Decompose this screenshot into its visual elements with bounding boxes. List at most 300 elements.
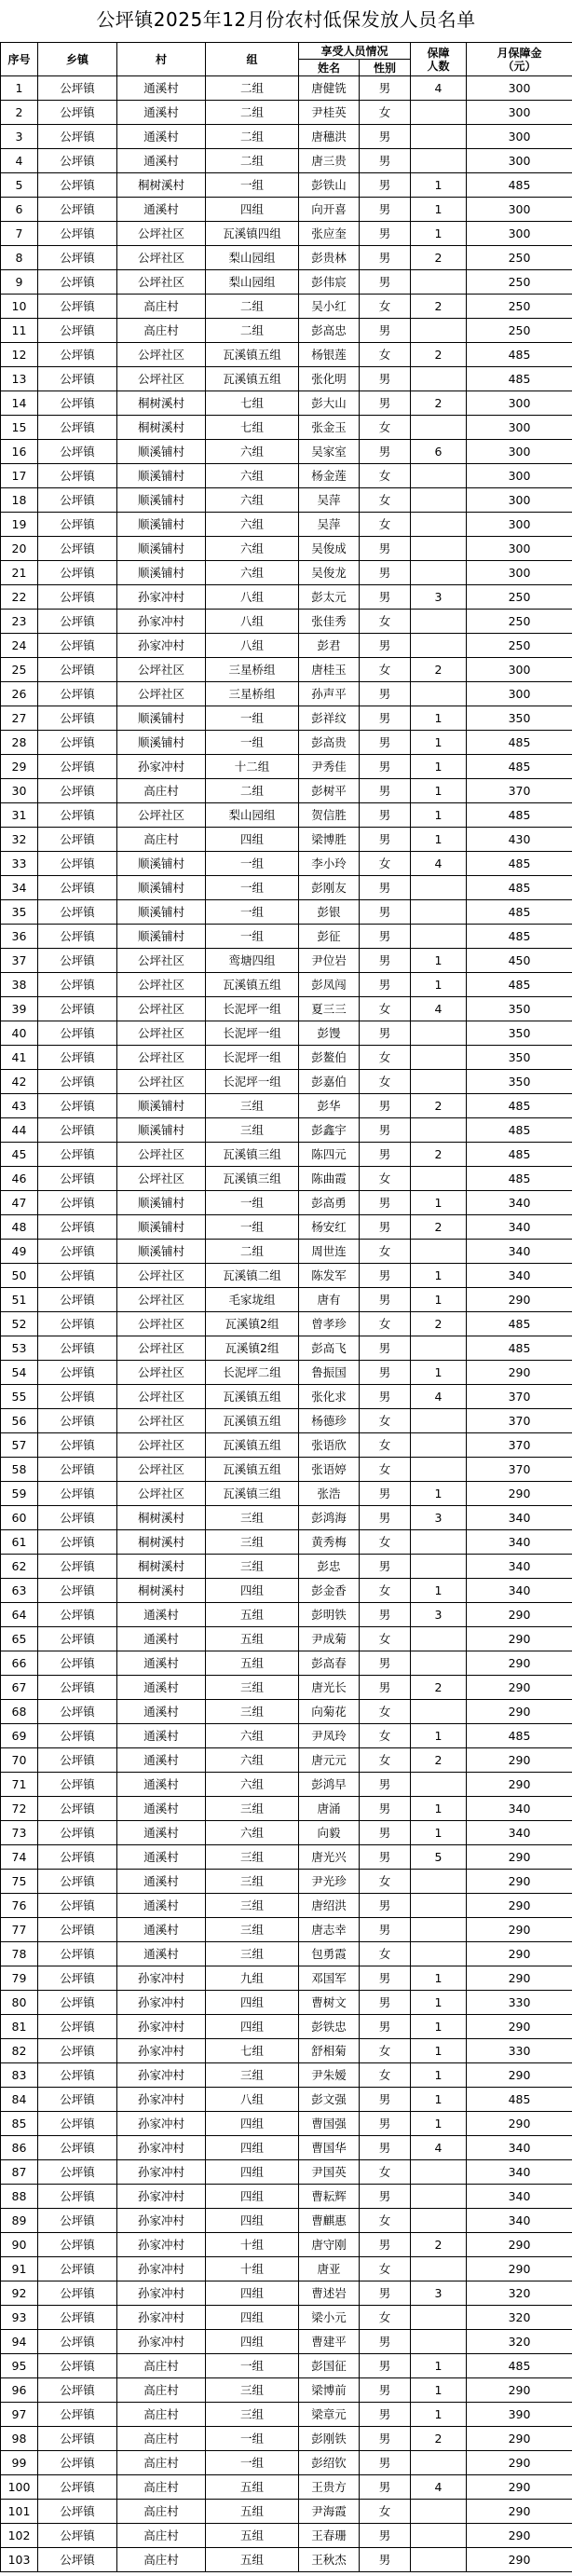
table-row bbox=[1, 1942, 572, 1966]
cell-town: 公坪镇 bbox=[38, 1870, 117, 1894]
cell-no: 25 bbox=[1, 658, 38, 682]
cell-no: 43 bbox=[1, 1094, 38, 1118]
cell-town: 公坪镇 bbox=[38, 706, 117, 731]
cell-group: 六组 bbox=[206, 561, 299, 585]
table-row bbox=[1, 1724, 572, 1748]
cell-amount: 350 bbox=[467, 1046, 572, 1070]
cell-town: 公坪镇 bbox=[38, 2354, 117, 2378]
table-row bbox=[1, 2281, 572, 2306]
cell-name: 尹海霞 bbox=[299, 2500, 360, 2524]
cell-town: 公坪镇 bbox=[38, 1773, 117, 1797]
cell-count: 1 bbox=[411, 1579, 467, 1603]
cell-name: 尹桂英 bbox=[299, 101, 360, 125]
cell-name: 李小玲 bbox=[299, 852, 360, 876]
cell-no: 90 bbox=[1, 2233, 38, 2257]
cell-no: 75 bbox=[1, 1870, 38, 1894]
cell-town: 公坪镇 bbox=[38, 682, 117, 706]
cell-name: 张化明 bbox=[299, 367, 360, 391]
table-row bbox=[1, 2330, 572, 2354]
cell-gender: 男 bbox=[360, 1821, 411, 1845]
cell-village: 公坪社区 bbox=[117, 997, 206, 1021]
cell-village: 公坪社区 bbox=[117, 1167, 206, 1191]
cell-village: 孙家冲村 bbox=[117, 2330, 206, 2354]
cell-gender: 女 bbox=[360, 1579, 411, 1603]
cell-no: 45 bbox=[1, 1143, 38, 1167]
table-row bbox=[1, 1506, 572, 1530]
cell-town: 公坪镇 bbox=[38, 1603, 117, 1627]
cell-town: 公坪镇 bbox=[38, 1797, 117, 1821]
cell-town: 公坪镇 bbox=[38, 658, 117, 682]
cell-name: 彭刚友 bbox=[299, 876, 360, 900]
cell-name: 唐守刚 bbox=[299, 2233, 360, 2257]
cell-amount: 485 bbox=[467, 852, 572, 876]
cell-no: 27 bbox=[1, 706, 38, 731]
cell-no: 30 bbox=[1, 779, 38, 803]
cell-amount: 485 bbox=[467, 1724, 572, 1748]
cell-count: 1 bbox=[411, 1191, 467, 1215]
cell-amount: 350 bbox=[467, 1021, 572, 1046]
cell-village: 孙家冲村 bbox=[117, 2063, 206, 2088]
cell-group: 四组 bbox=[206, 2306, 299, 2330]
cell-village: 公坪社区 bbox=[117, 1458, 206, 1482]
cell-amount: 320 bbox=[467, 2281, 572, 2306]
table-row bbox=[1, 391, 572, 416]
cell-amount: 485 bbox=[467, 2088, 572, 2112]
cell-name: 杨银莲 bbox=[299, 343, 360, 367]
cell-amount: 290 bbox=[467, 1482, 572, 1506]
page-title: 公坪镇2025年12月份农村低保发放人员名单 bbox=[96, 8, 476, 31]
cell-name: 贺信胜 bbox=[299, 803, 360, 828]
cell-name: 吴家室 bbox=[299, 440, 360, 464]
header-group: 组 bbox=[206, 43, 299, 76]
cell-group: 梨山园组 bbox=[206, 246, 299, 270]
cell-count: 1 bbox=[411, 1724, 467, 1748]
cell-name: 彭君 bbox=[299, 634, 360, 658]
cell-gender: 男 bbox=[360, 634, 411, 658]
cell-gender: 男 bbox=[360, 2015, 411, 2039]
cell-group: 二组 bbox=[206, 125, 299, 149]
cell-count: 1 bbox=[411, 828, 467, 852]
cell-group: 一组 bbox=[206, 900, 299, 925]
cell-name: 彭高飞 bbox=[299, 1336, 360, 1361]
cell-village: 桐树溪村 bbox=[117, 1579, 206, 1603]
table-row bbox=[1, 803, 572, 828]
cell-town: 公坪镇 bbox=[38, 1966, 117, 1991]
cell-amount: 290 bbox=[467, 2427, 572, 2451]
cell-village: 顺溪铺村 bbox=[117, 1118, 206, 1143]
cell-no: 57 bbox=[1, 1433, 38, 1458]
cell-name: 舒相菊 bbox=[299, 2039, 360, 2063]
table-row bbox=[1, 1700, 572, 1724]
cell-gender: 男 bbox=[360, 755, 411, 779]
cell-gender: 女 bbox=[360, 513, 411, 537]
cell-name: 吴俊龙 bbox=[299, 561, 360, 585]
cell-gender: 男 bbox=[360, 1797, 411, 1821]
cell-count: 1 bbox=[411, 173, 467, 198]
cell-name: 彭文强 bbox=[299, 2088, 360, 2112]
cell-town: 公坪镇 bbox=[38, 1991, 117, 2015]
cell-no: 6 bbox=[1, 198, 38, 222]
cell-no: 17 bbox=[1, 464, 38, 488]
cell-gender: 男 bbox=[360, 949, 411, 973]
cell-amount: 370 bbox=[467, 1409, 572, 1433]
cell-village: 孙家冲村 bbox=[117, 2088, 206, 2112]
cell-count bbox=[411, 1046, 467, 1070]
cell-village: 通溪村 bbox=[117, 1845, 206, 1870]
cell-name: 彭高贵 bbox=[299, 731, 360, 755]
table-row bbox=[1, 1773, 572, 1797]
cell-town: 公坪镇 bbox=[38, 585, 117, 610]
cell-name: 彭征 bbox=[299, 925, 360, 949]
cell-gender: 男 bbox=[360, 1773, 411, 1797]
cell-group: 瓦溪镇二组 bbox=[206, 1264, 299, 1288]
cell-name: 孙声平 bbox=[299, 682, 360, 706]
cell-count: 1 bbox=[411, 2112, 467, 2136]
cell-village: 高庄村 bbox=[117, 828, 206, 852]
cell-gender: 男 bbox=[360, 1894, 411, 1918]
cell-town: 公坪镇 bbox=[38, 1651, 117, 1676]
cell-count: 1 bbox=[411, 198, 467, 222]
table-row bbox=[1, 343, 572, 367]
header-gender: 性别 bbox=[360, 60, 411, 76]
cell-no: 52 bbox=[1, 1312, 38, 1336]
cell-amount: 340 bbox=[467, 1215, 572, 1240]
cell-count: 1 bbox=[411, 1361, 467, 1385]
cell-village: 孙家冲村 bbox=[117, 610, 206, 634]
cell-amount: 330 bbox=[467, 2039, 572, 2063]
table-row bbox=[1, 222, 572, 246]
cell-no: 48 bbox=[1, 1215, 38, 1240]
cell-gender: 女 bbox=[360, 1070, 411, 1094]
cell-name: 曹树文 bbox=[299, 1991, 360, 2015]
cell-no: 3 bbox=[1, 125, 38, 149]
cell-no: 74 bbox=[1, 1845, 38, 1870]
cell-gender: 女 bbox=[360, 1458, 411, 1482]
cell-village: 通溪村 bbox=[117, 1700, 206, 1724]
cell-group: 十组 bbox=[206, 2233, 299, 2257]
cell-count: 1 bbox=[411, 1264, 467, 1288]
cell-amount: 300 bbox=[467, 198, 572, 222]
cell-village: 桐树溪村 bbox=[117, 391, 206, 416]
cell-amount: 485 bbox=[467, 173, 572, 198]
cell-group: 一组 bbox=[206, 731, 299, 755]
cell-town: 公坪镇 bbox=[38, 416, 117, 440]
cell-gender: 男 bbox=[360, 2354, 411, 2378]
cell-no: 76 bbox=[1, 1894, 38, 1918]
cell-count: 1 bbox=[411, 1991, 467, 2015]
cell-name: 张金玉 bbox=[299, 416, 360, 440]
cell-group: 四组 bbox=[206, 828, 299, 852]
table-row bbox=[1, 2039, 572, 2063]
cell-count: 3 bbox=[411, 1603, 467, 1627]
cell-no: 11 bbox=[1, 319, 38, 343]
cell-name: 曹国华 bbox=[299, 2136, 360, 2160]
cell-town: 公坪镇 bbox=[38, 634, 117, 658]
cell-no: 70 bbox=[1, 1748, 38, 1773]
cell-count bbox=[411, 513, 467, 537]
table-row bbox=[1, 1312, 572, 1336]
cell-village: 桐树溪村 bbox=[117, 1530, 206, 1555]
cell-gender: 男 bbox=[360, 1191, 411, 1215]
cell-town: 公坪镇 bbox=[38, 1942, 117, 1966]
cell-town: 公坪镇 bbox=[38, 610, 117, 634]
cell-village: 通溪村 bbox=[117, 1942, 206, 1966]
cell-no: 7 bbox=[1, 222, 38, 246]
cell-count bbox=[411, 125, 467, 149]
cell-gender: 男 bbox=[360, 173, 411, 198]
cell-count: 1 bbox=[411, 973, 467, 997]
cell-amount: 300 bbox=[467, 125, 572, 149]
cell-group: 十二组 bbox=[206, 755, 299, 779]
cell-amount: 340 bbox=[467, 1240, 572, 1264]
cell-no: 9 bbox=[1, 270, 38, 295]
cell-gender: 男 bbox=[360, 1506, 411, 1530]
cell-amount: 250 bbox=[467, 270, 572, 295]
table-header bbox=[1, 43, 572, 76]
header-count-line1: 保障 bbox=[427, 46, 450, 60]
cell-gender: 男 bbox=[360, 1264, 411, 1288]
cell-count bbox=[411, 2548, 467, 2572]
cell-count bbox=[411, 925, 467, 949]
cell-gender: 女 bbox=[360, 1167, 411, 1191]
cell-no: 2 bbox=[1, 101, 38, 125]
cell-amount: 370 bbox=[467, 1385, 572, 1409]
table-row bbox=[1, 2378, 572, 2403]
cell-count: 4 bbox=[411, 2475, 467, 2500]
cell-group: 十组 bbox=[206, 2257, 299, 2281]
cell-group: 梨山园组 bbox=[206, 270, 299, 295]
cell-count: 4 bbox=[411, 76, 467, 101]
cell-group: 二组 bbox=[206, 101, 299, 125]
cell-group: 一组 bbox=[206, 925, 299, 949]
cell-no: 40 bbox=[1, 1021, 38, 1046]
cell-town: 公坪镇 bbox=[38, 125, 117, 149]
cell-count: 2 bbox=[411, 1094, 467, 1118]
table-row bbox=[1, 1870, 572, 1894]
cell-group: 六组 bbox=[206, 1773, 299, 1797]
table-row bbox=[1, 2475, 572, 2500]
cell-count bbox=[411, 464, 467, 488]
cell-amount: 485 bbox=[467, 1312, 572, 1336]
cell-count bbox=[411, 1942, 467, 1966]
table-row bbox=[1, 1651, 572, 1676]
cell-count: 2 bbox=[411, 1748, 467, 1773]
cell-group: 长泥坪一组 bbox=[206, 1021, 299, 1046]
cell-no: 26 bbox=[1, 682, 38, 706]
table-row bbox=[1, 513, 572, 537]
cell-no: 33 bbox=[1, 852, 38, 876]
cell-count: 4 bbox=[411, 2136, 467, 2160]
table-row bbox=[1, 416, 572, 440]
cell-gender: 女 bbox=[360, 2500, 411, 2524]
cell-gender: 女 bbox=[360, 658, 411, 682]
cell-name: 夏三三 bbox=[299, 997, 360, 1021]
cell-name: 唐有 bbox=[299, 1288, 360, 1312]
cell-count: 3 bbox=[411, 585, 467, 610]
cell-village: 通溪村 bbox=[117, 1651, 206, 1676]
cell-gender: 男 bbox=[360, 149, 411, 173]
cell-no: 101 bbox=[1, 2500, 38, 2524]
cell-town: 公坪镇 bbox=[38, 1845, 117, 1870]
cell-village: 通溪村 bbox=[117, 1894, 206, 1918]
cell-name: 吴萍 bbox=[299, 488, 360, 513]
cell-count: 1 bbox=[411, 1288, 467, 1312]
cell-town: 公坪镇 bbox=[38, 101, 117, 125]
cell-count bbox=[411, 2500, 467, 2524]
cell-gender: 男 bbox=[360, 1676, 411, 1700]
cell-village: 通溪村 bbox=[117, 1603, 206, 1627]
cell-no: 92 bbox=[1, 2281, 38, 2306]
table-row bbox=[1, 610, 572, 634]
table-row bbox=[1, 755, 572, 779]
table-row bbox=[1, 1555, 572, 1579]
table-row bbox=[1, 2063, 572, 2088]
cell-village: 孙家冲村 bbox=[117, 2233, 206, 2257]
cell-name: 尹成菊 bbox=[299, 1627, 360, 1651]
table-row bbox=[1, 1070, 572, 1094]
cell-amount: 290 bbox=[467, 1748, 572, 1773]
cell-name: 王贵方 bbox=[299, 2475, 360, 2500]
cell-town: 公坪镇 bbox=[38, 2063, 117, 2088]
cell-amount: 485 bbox=[467, 731, 572, 755]
cell-gender: 女 bbox=[360, 1870, 411, 1894]
cell-village: 公坪社区 bbox=[117, 1336, 206, 1361]
cell-village: 公坪社区 bbox=[117, 682, 206, 706]
cell-village: 孙家冲村 bbox=[117, 2039, 206, 2063]
table-row bbox=[1, 900, 572, 925]
cell-gender: 男 bbox=[360, 2548, 411, 2572]
cell-amount: 290 bbox=[467, 1627, 572, 1651]
cell-town: 公坪镇 bbox=[38, 1143, 117, 1167]
cell-name: 彭明铁 bbox=[299, 1603, 360, 1627]
cell-gender: 女 bbox=[360, 2306, 411, 2330]
cell-town: 公坪镇 bbox=[38, 949, 117, 973]
cell-village: 桐树溪村 bbox=[117, 1555, 206, 1579]
cell-town: 公坪镇 bbox=[38, 1215, 117, 1240]
cell-no: 82 bbox=[1, 2039, 38, 2063]
cell-town: 公坪镇 bbox=[38, 1676, 117, 1700]
cell-amount: 290 bbox=[467, 1676, 572, 1700]
cell-gender: 男 bbox=[360, 319, 411, 343]
cell-village: 高庄村 bbox=[117, 2451, 206, 2475]
cell-no: 99 bbox=[1, 2451, 38, 2475]
cell-amount: 340 bbox=[467, 2185, 572, 2209]
cell-no: 94 bbox=[1, 2330, 38, 2354]
cell-group: 六组 bbox=[206, 488, 299, 513]
cell-name: 彭祥纹 bbox=[299, 706, 360, 731]
cell-amount: 290 bbox=[467, 2451, 572, 2475]
cell-count: 1 bbox=[411, 949, 467, 973]
cell-town: 公坪镇 bbox=[38, 1021, 117, 1046]
cell-group: 四组 bbox=[206, 198, 299, 222]
cell-group: 三组 bbox=[206, 1676, 299, 1700]
cell-name: 彭铁忠 bbox=[299, 2015, 360, 2039]
cell-name: 梁博胜 bbox=[299, 828, 360, 852]
cell-village: 孙家冲村 bbox=[117, 2185, 206, 2209]
cell-no: 55 bbox=[1, 1385, 38, 1409]
cell-town: 公坪镇 bbox=[38, 1336, 117, 1361]
cell-name: 唐亚 bbox=[299, 2257, 360, 2281]
cell-no: 13 bbox=[1, 367, 38, 391]
cell-town: 公坪镇 bbox=[38, 367, 117, 391]
table-row bbox=[1, 149, 572, 173]
header-amount bbox=[467, 43, 572, 76]
cell-amount: 300 bbox=[467, 658, 572, 682]
cell-group: 一组 bbox=[206, 2451, 299, 2475]
cell-town: 公坪镇 bbox=[38, 1458, 117, 1482]
cell-no: 98 bbox=[1, 2427, 38, 2451]
table-row bbox=[1, 1046, 572, 1070]
cell-village: 公坪社区 bbox=[117, 949, 206, 973]
cell-village: 顺溪铺村 bbox=[117, 464, 206, 488]
cell-group: 三星桥组 bbox=[206, 682, 299, 706]
cell-gender: 男 bbox=[360, 198, 411, 222]
cell-count bbox=[411, 1700, 467, 1724]
cell-amount: 300 bbox=[467, 76, 572, 101]
table-row bbox=[1, 173, 572, 198]
cell-gender: 男 bbox=[360, 900, 411, 925]
cell-town: 公坪镇 bbox=[38, 2500, 117, 2524]
cell-group: 瓦溪镇2组 bbox=[206, 1336, 299, 1361]
cell-count: 1 bbox=[411, 731, 467, 755]
table-row bbox=[1, 1433, 572, 1458]
cell-gender: 男 bbox=[360, 2136, 411, 2160]
cell-amount: 450 bbox=[467, 949, 572, 973]
cell-amount: 485 bbox=[467, 1167, 572, 1191]
cell-group: 六组 bbox=[206, 1724, 299, 1748]
cell-group: 三组 bbox=[206, 1506, 299, 1530]
table-row bbox=[1, 1482, 572, 1506]
cell-no: 78 bbox=[1, 1942, 38, 1966]
cell-count bbox=[411, 561, 467, 585]
table-row bbox=[1, 828, 572, 852]
cell-town: 公坪镇 bbox=[38, 488, 117, 513]
cell-name: 王春珊 bbox=[299, 2524, 360, 2548]
cell-gender: 男 bbox=[360, 876, 411, 900]
cell-amount: 290 bbox=[467, 2475, 572, 2500]
cell-name: 曾孝珍 bbox=[299, 1312, 360, 1336]
cell-town: 公坪镇 bbox=[38, 1409, 117, 1433]
cell-village: 高庄村 bbox=[117, 319, 206, 343]
cell-group: 梨山园组 bbox=[206, 803, 299, 828]
cell-group: 三组 bbox=[206, 2063, 299, 2088]
cell-village: 孙家冲村 bbox=[117, 755, 206, 779]
cell-town: 公坪镇 bbox=[38, 343, 117, 367]
cell-no: 14 bbox=[1, 391, 38, 416]
table-row bbox=[1, 731, 572, 755]
table-row bbox=[1, 1991, 572, 2015]
cell-count: 4 bbox=[411, 997, 467, 1021]
cell-count: 2 bbox=[411, 295, 467, 319]
cell-village: 顺溪铺村 bbox=[117, 1215, 206, 1240]
cell-village: 公坪社区 bbox=[117, 246, 206, 270]
cell-group: 瓦溪镇三组 bbox=[206, 1482, 299, 1506]
cell-village: 通溪村 bbox=[117, 149, 206, 173]
table-row bbox=[1, 1603, 572, 1627]
cell-gender: 女 bbox=[360, 1748, 411, 1773]
cell-count bbox=[411, 1240, 467, 1264]
cell-group: 二组 bbox=[206, 76, 299, 101]
cell-amount: 290 bbox=[467, 1894, 572, 1918]
table-row bbox=[1, 2160, 572, 2185]
cell-name: 吴萍 bbox=[299, 513, 360, 537]
cell-amount: 250 bbox=[467, 246, 572, 270]
cell-group: 六组 bbox=[206, 1821, 299, 1845]
cell-town: 公坪镇 bbox=[38, 391, 117, 416]
cell-no: 103 bbox=[1, 2548, 38, 2572]
cell-village: 通溪村 bbox=[117, 1870, 206, 1894]
cell-town: 公坪镇 bbox=[38, 1748, 117, 1773]
